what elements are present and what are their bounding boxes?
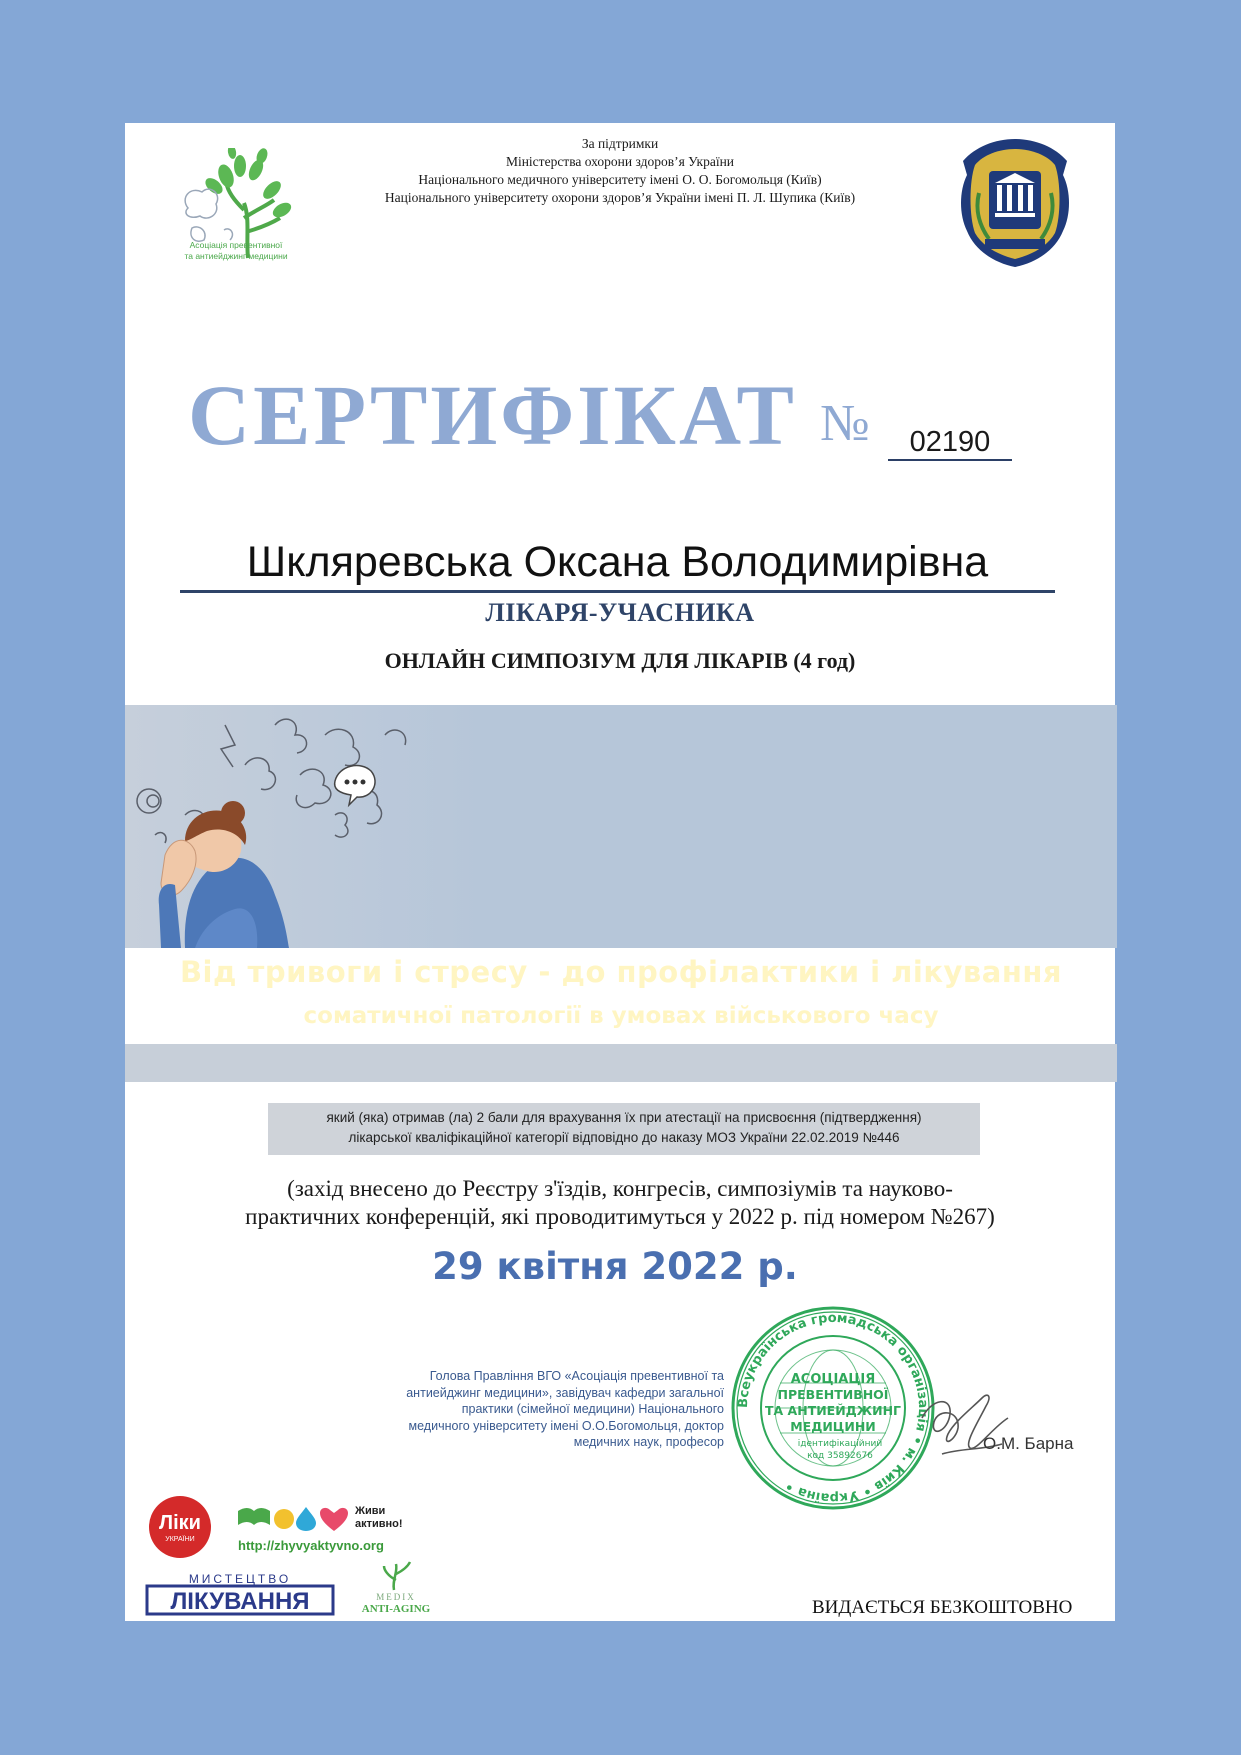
association-stamp xyxy=(728,1303,938,1513)
signer-title: Голова Правління ВГО «Асоціація превентивної та антиейджинг медицини», завідувач кафедри загальної практики (сімейної медицини) Національного медичного університету імені О.О.Богомольця, доктор медичних наук, професор xyxy=(406,1369,724,1449)
svg-text:МИСТЕЦТВО: МИСТЕЦТВО xyxy=(188,1572,292,1586)
event-type: ОНЛАЙН СИМПОЗІУМ ДЛЯ ЛІКАРІВ (4 год) xyxy=(384,648,856,673)
stamp-center-text: ТА АНТИЕЙДЖИНГ xyxy=(765,1403,901,1418)
support-block xyxy=(300,135,940,207)
svg-text:MEDIX: MEDIX xyxy=(376,1592,416,1602)
svg-text:ANTI-AGING: ANTI-AGING xyxy=(361,1603,431,1615)
association-logo-caption: Асоціація превентивної та антиейджинг медицини xyxy=(184,240,288,261)
university-crest-logo xyxy=(955,135,1075,270)
certificate-title: СЕРТИФІКАТ xyxy=(188,367,797,463)
event-title-line2: соматичної патології в умовах військового часу xyxy=(303,1003,939,1029)
event-title-line1: Від тривоги і стресу - до профілактики і лікування xyxy=(179,955,1063,989)
registry-statement: (захід внесено до Реєстру з'їздів, конгресів, симпозіумів та науково- практичних конференцій, які проводитимуться у 2022 р. під номером №267) xyxy=(245,1176,995,1229)
divider-bar xyxy=(125,1044,1117,1082)
zhyvy-aktyvno-slogan: Живи активно! xyxy=(355,1505,403,1530)
zhyvy-aktyvno-icons xyxy=(236,1503,348,1533)
recipient-role: ЛІКАРЯ-УЧАСНИКА xyxy=(485,598,755,627)
attestation-note: який (яка) отримав (ла) 2 бали для врахування їх при атестації на присвоєння (підтвердження) лікарської кваліфікаційної категорії відповідно до наказу МОЗ України 22.02.2019 №446 xyxy=(268,1103,980,1155)
free-of-charge-note: ВИДАЄТЬСЯ БЕЗКОШТОВНО xyxy=(812,1597,1073,1618)
svg-text:УКРАЇНИ: УКРАЇНИ xyxy=(165,1536,195,1543)
stamp-center-text: АСОЦІАЦІЯ xyxy=(790,1372,876,1387)
stamp-code-text: код 35892676 xyxy=(807,1451,873,1461)
number-sign: № xyxy=(820,395,870,452)
event-date: 29 квітня 2022 р. xyxy=(432,1245,798,1288)
svg-text:ЛІКУВАННЯ: ЛІКУВАННЯ xyxy=(170,1588,310,1615)
support-line: Міністерства охорони здоров’я України xyxy=(505,154,735,169)
stamp-ring-text: Всеукраїнська громадська організація • м. Київ • Україна • xyxy=(735,1310,931,1506)
signer-name: О.М. Барна xyxy=(983,1434,1074,1453)
svg-text:Ліки: Ліки xyxy=(159,1512,201,1534)
support-line: Національного медичного університету імені О. О. Богомольця (Київ) xyxy=(418,172,822,187)
support-line: Національного університету охорони здоров’я України імені П. Л. Шупика (Київ) xyxy=(384,190,856,205)
signature xyxy=(912,1378,1022,1468)
zhyvy-aktyvno-url: http://zhyvyaktyvno.org xyxy=(238,1538,384,1553)
medix-anti-aging-logo xyxy=(352,1560,452,1616)
stamp-code-text: ідентифікаційний xyxy=(797,1439,883,1449)
certificate-number: 02190 xyxy=(888,425,1012,461)
liky-ukrainy-logo xyxy=(148,1495,212,1559)
recipient-name: Шкляревська Оксана Володимирівна xyxy=(180,536,1055,593)
stressed-woman-illustration xyxy=(125,705,485,948)
stamp-center-text: МЕДИЦИНИ xyxy=(790,1419,876,1434)
stamp-center-text: ПРЕВЕНТИВНОЇ xyxy=(777,1387,889,1402)
support-line: За підтримки xyxy=(581,136,659,151)
mystetstvo-likuvannia-logo xyxy=(145,1568,335,1618)
